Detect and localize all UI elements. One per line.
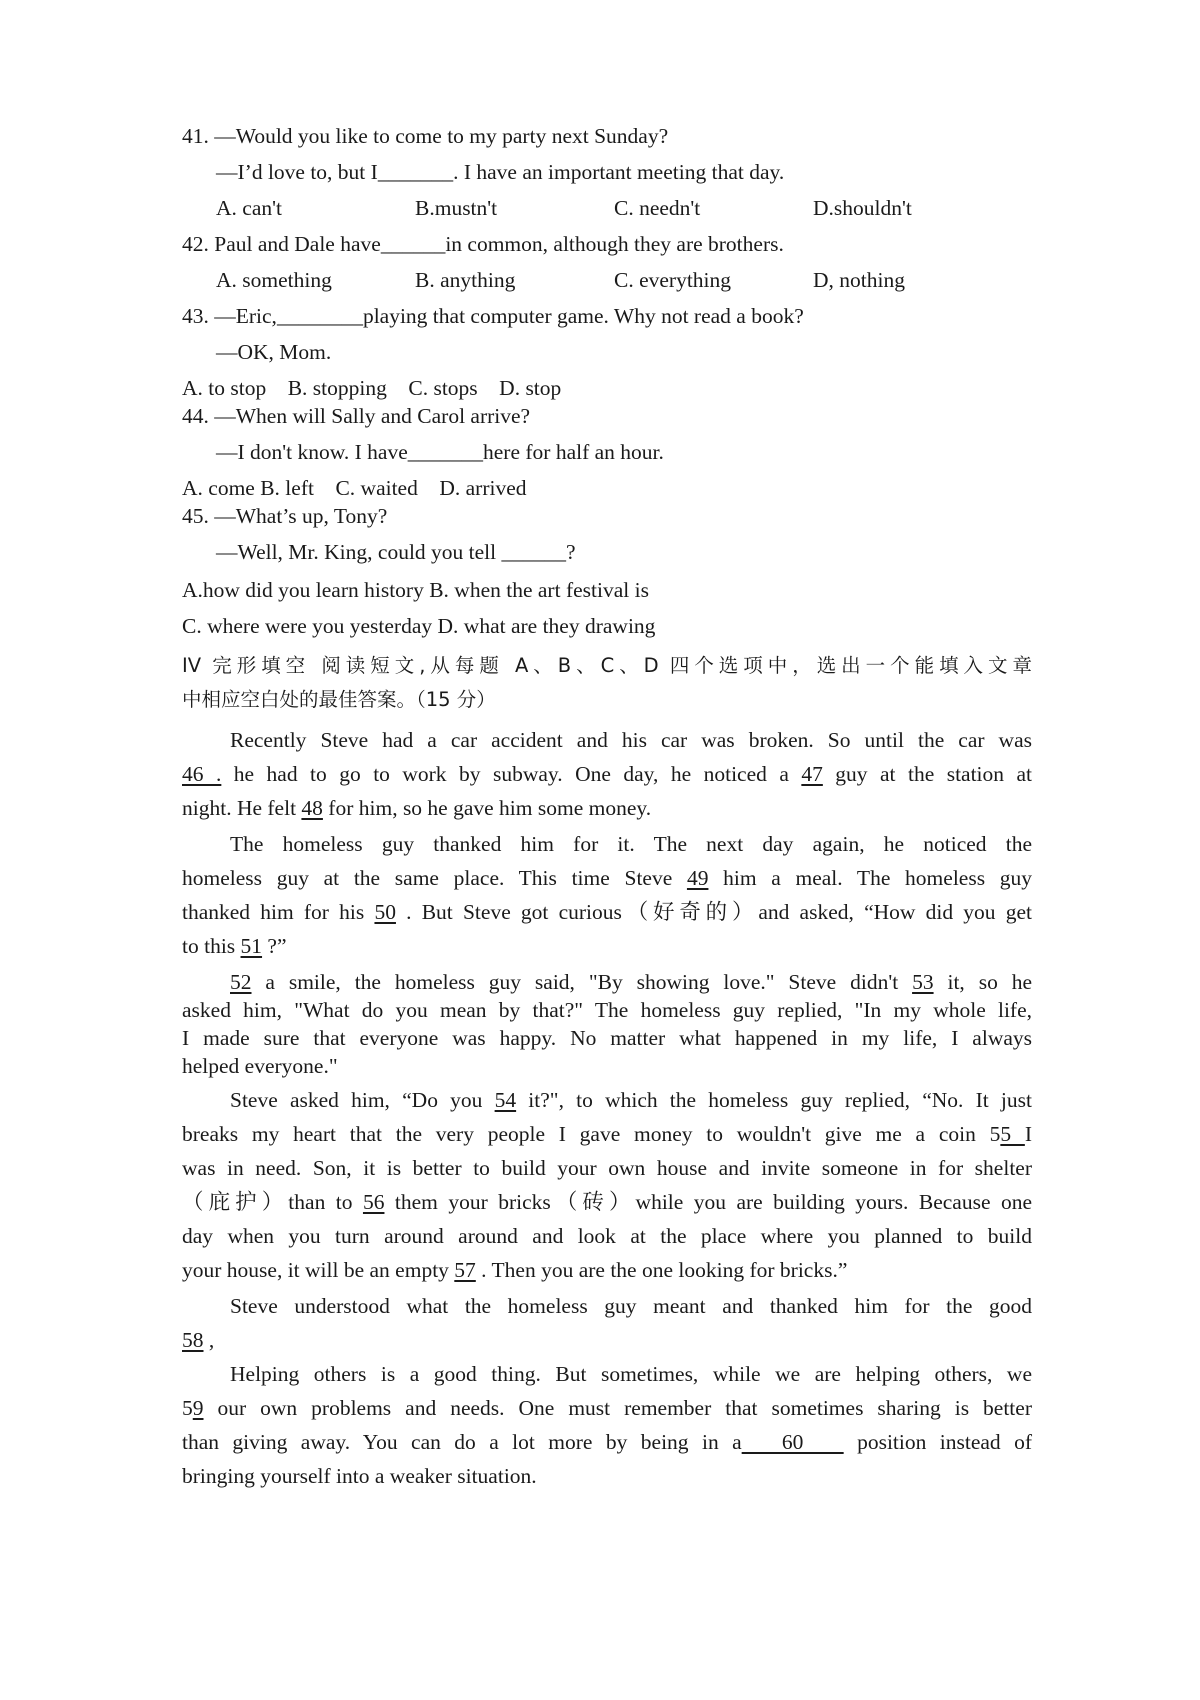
passage-p1-line-3 xyxy=(182,798,651,820)
q42-blank: ______ xyxy=(380,232,446,256)
q45-stem: 45. —What’s up, Tony? xyxy=(182,504,388,528)
passage-text: for him, so he gave him some money. xyxy=(322,796,652,820)
blank-48: 48 xyxy=(301,796,323,820)
passage-p3-line-1 xyxy=(230,972,1032,994)
passage-p2-line-2 xyxy=(182,868,1032,890)
q43-reply: —OK, Mom. xyxy=(216,340,332,364)
passage-p4-line-1 xyxy=(230,1090,1032,1112)
passage-p5-line-2 xyxy=(182,1330,214,1352)
passage-text: ?” xyxy=(262,934,287,958)
passage-text: position instead of xyxy=(843,1430,1032,1454)
q44-reply xyxy=(216,442,664,464)
passage-p4-line-6 xyxy=(182,1260,847,1282)
q45-reply: —Well, Mr. King, could you tell ______? xyxy=(216,540,576,564)
passage-text: . Then you are the one looking for bricks.” xyxy=(475,1258,848,1282)
q41-blank: _______ xyxy=(377,160,454,184)
q43-stem-text: 43. —Eric, xyxy=(182,304,277,328)
blank-58: 58 xyxy=(182,1328,204,1352)
q42-stem xyxy=(182,234,784,256)
blank-56: 56 xyxy=(362,1190,385,1214)
passage-p2-line-3 xyxy=(182,902,1032,924)
q41-option-d: D.shouldn't xyxy=(813,196,912,220)
q43-blank: ________ xyxy=(276,304,363,328)
passage-text: （庇护）than to xyxy=(182,1190,363,1214)
passage-text: him a meal. The homeless guy xyxy=(708,866,1033,890)
q43-stem xyxy=(182,306,804,328)
q42-option-c: C. everything xyxy=(614,268,732,292)
q41-option-c: C. needn't xyxy=(614,196,701,220)
passage-text: Steve asked him, “Do you xyxy=(230,1088,495,1112)
q44-stem: 44. —When will Sally and Carol arrive? xyxy=(182,404,531,428)
passage-p4-line-5: day when you turn around around and look at the place where you planned to build xyxy=(182,1224,1032,1248)
q45-options-line-1: A.how did you learn history B. when the art festival is xyxy=(182,578,649,602)
passage-p6-line-1: Helping others is a good thing. But sometimes, while we are helping others, we xyxy=(230,1362,1032,1386)
passage-p3-line-4: helped everyone." xyxy=(182,1054,338,1078)
q42-stem-text: 42. Paul and Dale have xyxy=(182,232,381,256)
q41-stem: 41. —Would you like to come to my party next Sunday? xyxy=(182,124,669,148)
blank-50: 50 xyxy=(374,900,396,924)
q41-reply xyxy=(216,162,784,184)
passage-text: than giving away. You can do a lot more by being in a xyxy=(182,1430,742,1454)
passage-p3-line-3: I made sure that everyone was happy. No matter what happened in my life, I always xyxy=(182,1026,1032,1050)
blank-59: 9 xyxy=(192,1396,204,1420)
q41-option-a: A. can't xyxy=(216,196,282,220)
blank-60: 60 xyxy=(741,1430,844,1454)
passage-text: a smile, the homeless guy said, "By showing love." Steve didn't xyxy=(251,970,913,994)
q42-option-a: A. something xyxy=(216,268,332,292)
passage-text: guy at the station at xyxy=(822,762,1033,786)
blank-53: 53 xyxy=(912,970,934,994)
section-4-heading-line-1: IV 完形填空 阅读短文,从每题 A、B、C、D 四个选项中，选出一个能填入文章 xyxy=(182,654,1032,677)
blank-57: 57 xyxy=(454,1258,476,1282)
passage-p2-line-4 xyxy=(182,936,287,958)
passage-text: thanked him for his xyxy=(182,900,375,924)
passage-p1-line-1: Recently Steve had a car accident and his car was broken. So until the car was xyxy=(230,728,1032,752)
q43-options: A. to stop B. stopping C. stops D. stop xyxy=(182,376,562,400)
passage-p1-line-2 xyxy=(182,764,1032,786)
passage-p6-line-2 xyxy=(182,1398,1032,1420)
blank-51: 51 xyxy=(240,934,263,958)
passage-p4-line-2 xyxy=(182,1124,1032,1146)
q42-option-d: D, nothing xyxy=(813,268,905,292)
q41-reply-text: —I’d love to, but I xyxy=(216,160,378,184)
blank-54: 54 xyxy=(494,1088,517,1112)
q42-option-b: B. anything xyxy=(415,268,516,292)
blank-55: 5 xyxy=(1000,1122,1025,1146)
blank-46: 46 . xyxy=(182,762,222,786)
passage-text: . But Steve got curious（好奇的）and asked, “How did you get xyxy=(395,900,1032,924)
q44-reply-text-2: here for half an hour. xyxy=(483,440,664,464)
passage-text: it?", to which the homeless guy replied, “No. It just xyxy=(516,1088,1032,1112)
passage-text: 5 xyxy=(182,1396,193,1420)
passage-text: homeless guy at the same place. This time Steve xyxy=(182,866,687,890)
passage-p3-line-2: asked him, "What do you mean by that?" The homeless guy replied, "In my whole life, xyxy=(182,998,1032,1022)
passage-p5-line-1: Steve understood what the homeless guy meant and thanked him for the good xyxy=(230,1294,1032,1318)
section-4-heading-line-2: 中相应空白处的最佳答案。（15 分） xyxy=(182,688,496,711)
q44-options: A. come B. left C. waited D. arrived xyxy=(182,476,527,500)
passage-text: breaks my heart that the very people I gave money to wouldn't give me a coin 5 xyxy=(182,1122,1001,1146)
blank-52: 52 xyxy=(230,970,252,994)
passage-text: them your bricks（砖）while you are building yours. Because one xyxy=(384,1190,1032,1214)
passage-p6-line-4: bringing yourself into a weaker situation. xyxy=(182,1464,537,1488)
q45-options-line-2: C. where were you yesterday D. what are they drawing xyxy=(182,614,656,638)
passage-p4-line-4 xyxy=(182,1192,1032,1214)
passage-text: he had to go to work by subway. One day, he noticed a xyxy=(221,762,802,786)
passage-text: , xyxy=(203,1328,215,1352)
q43-stem-text-2: playing that computer game. Why not read a book? xyxy=(362,304,804,328)
passage-p4-line-3: was in need. Son, it is better to build your own house and invite someone in for shelter xyxy=(182,1156,1032,1180)
q41-reply-text-2: . I have an important meeting that day. xyxy=(453,160,785,184)
passage-p6-line-3 xyxy=(182,1432,1032,1454)
q42-stem-text-2: in common, although they are brothers. xyxy=(445,232,784,256)
passage-text: our own problems and needs. One must remember that sometimes sharing is better xyxy=(203,1396,1032,1420)
q44-reply-text: —I don't know. I have xyxy=(216,440,408,464)
blank-47: 47 xyxy=(801,762,823,786)
passage-text: to this xyxy=(182,934,241,958)
passage-text: night. He felt xyxy=(182,796,302,820)
passage-text: I xyxy=(1024,1122,1033,1146)
passage-p2-line-1: The homeless guy thanked him for it. The next day again, he noticed the xyxy=(230,832,1032,856)
blank-49: 49 xyxy=(686,866,709,890)
q41-option-b: B.mustn't xyxy=(415,196,498,220)
passage-text: it, so he xyxy=(933,970,1033,994)
q44-blank: _______ xyxy=(407,440,484,464)
passage-text: your house, it will be an empty xyxy=(182,1258,455,1282)
